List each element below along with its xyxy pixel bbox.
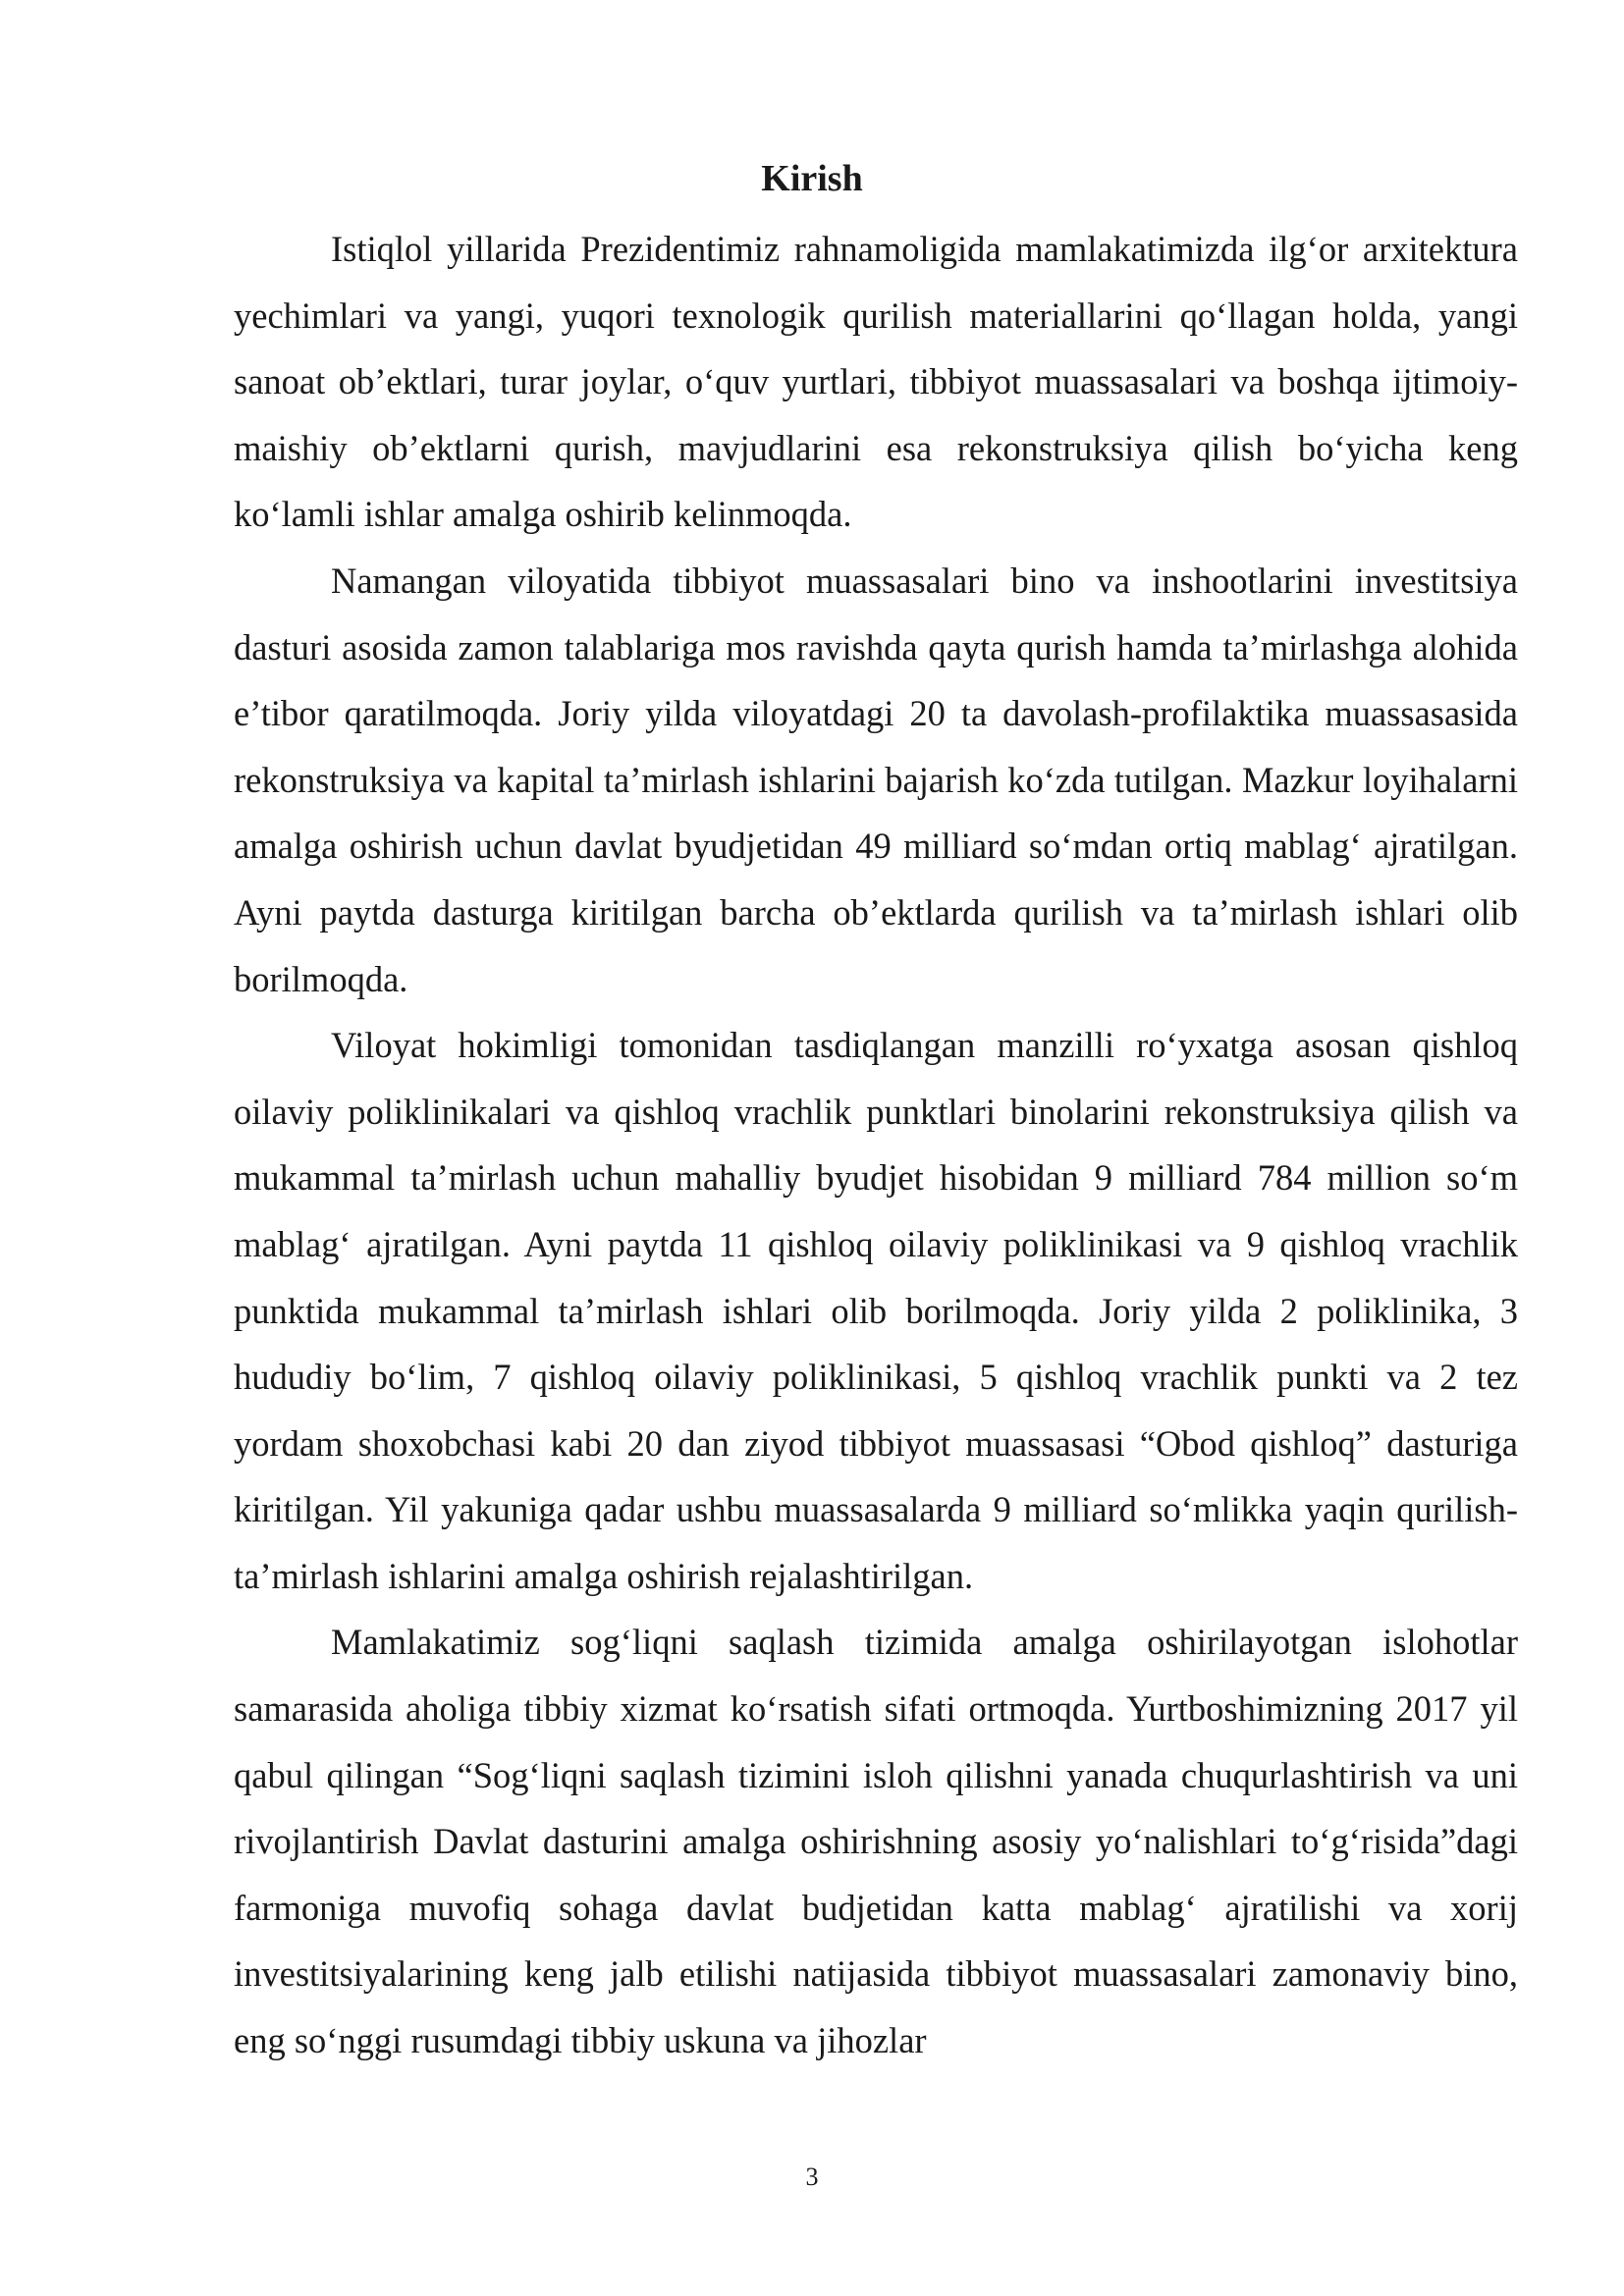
page-title: Kirish [761,158,863,199]
paragraph-3: Viloyat hokimligi tomonidan tasdiqlangan manzilli ro‘yxatga asosan qishloq oilaviy poliklinikalari va qishloq vrachlik punktlari binolarini rekonstruksiya qilish va mukammal ta’mirlash uchun mahalliy byudjet hisobidan 9 milliard 784 million so‘m mablag‘ ajratilgan. Ayni paytda 11 qishloq oilaviy poliklinikasi va 9 qishloq vrachlik punktida mukammal ta’mirlash ishlari olib borilmoqda. Joriy yilda 2 poliklinika, 3 hududiy bo‘lim, 7 qishloq oilaviy poliklinikasi, 5 qishloq vrachlik punkti va 2 tez yordam shoxobchasi kabi 20 dan ziyod tibbiyot muassasasi “Obod qishloq” dasturiga kiritilgan. Yil yakuniga qadar ushbu muassasalarda 9 milliard so‘mlikka yaqin qurilish-ta’mirlash ishlarini amalga oshirish rejalashtirilgan. [234,1025,1518,1596]
paragraph-1: Istiqlol yillarida Prezidentimiz rahnamoligida mamlakatimizda ilg‘or arxitektura yechimlari va yangi, yuqori texnologik qurilish materiallarini qo‘llagan holda, yangi sanoat ob’ektlari, turar joylar, o‘quv yurtlari, tibbiyot muassasalari va boshqa ijtimoiy-maishiy ob’ektlarni qurish, mavjudlarini esa rekonstruksiya qilish bo‘yicha keng ko‘lamli ishlar amalga oshirib kelinmoqda. [234,229,1518,535]
paragraph-4: Mamlakatimiz sog‘liqni saqlash tizimida amalga oshirilayotgan islohotlar samarasida aholiga tibbiy xizmat ko‘rsatish sifati ortmoqda. Yurtboshimizning 2017 yil qabul qilingan “Sog‘liqni saqlash tizimini isloh qilishni yanada chuqurlashtirish va uni rivojlantirish Davlat dasturini amalga oshirishning asosiy yo‘nalishlari to‘g‘risida”dagi farmoniga muvofiq sohaga davlat budjetidan katta mablag‘ ajratilishi va xorij investitsiyalarining keng jalb etilishi natijasida tibbiyot muassasalari zamonaviy bino, eng so‘nggi rusumdagi tibbiy uskuna va jihozlar [234,1622,1518,2061]
body-text [234,216,1518,2074]
page-number: 3 [805,2163,819,2191]
paragraph-2: Namangan viloyatida tibbiyot muassasalari bino va inshootlarini investitsiya dasturi asosida zamon talablariga mos ravishda qayta qurish hamda ta’mirlashga alohida e’tibor qaratilmoqda. Joriy yilda viloyatdagi 20 ta davolash-profilaktika muassasasida rekonstruksiya va kapital ta’mirlash ishlarini bajarish ko‘zda tutilgan. Mazkur loyihalarni amalga oshirish uchun davlat byudjetidan 49 milliard so‘mdan ortiq mablag‘ ajratilgan. Ayni paytda dasturga kiritilgan barcha ob’ektlarda qurilish va ta’mirlash ishlari olib borilmoqda. [234,560,1518,999]
